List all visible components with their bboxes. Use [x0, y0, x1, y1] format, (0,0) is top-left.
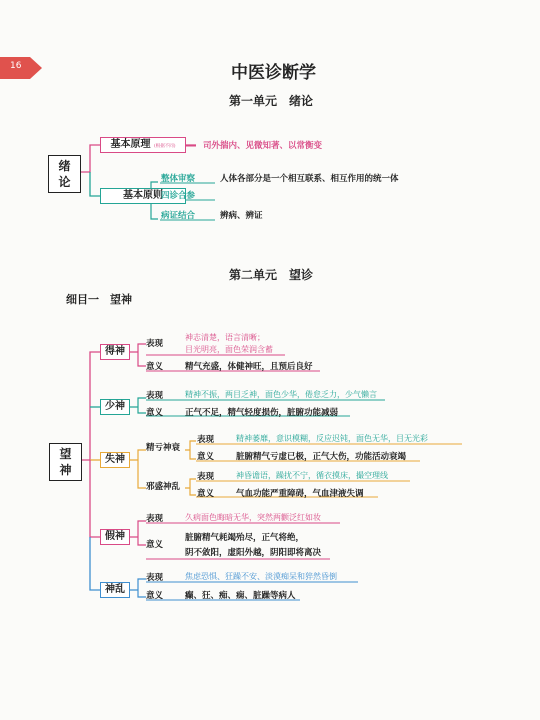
- basic-principle-text: 司外揣内、见微知著、以常衡变: [203, 141, 323, 151]
- shishen-b-biaoxian: 神昏谵语，躁扰不宁，循衣摸床，撮空理线: [236, 471, 388, 480]
- rule-item-1-label: 整体审察: [161, 174, 196, 184]
- node-basic-principle: [100, 137, 186, 153]
- rule-item-1-text: 人体各部分是一个相互联系、相互作用的统一体: [220, 174, 399, 184]
- deshen-biaoxian-1: 神志清楚，语言清晰；: [185, 333, 265, 342]
- page-number: 16: [10, 61, 22, 71]
- node-shishen: [100, 452, 130, 468]
- node-shenluan: [100, 582, 130, 598]
- jiashen-yiyi-label: 意义: [146, 540, 164, 550]
- deshen-biaoxian-label: 表现: [146, 339, 164, 349]
- unit2-root-label: 望神: [59, 447, 72, 477]
- node-deshen: [100, 344, 130, 360]
- shishen-a-biaoxian-label: 表现: [197, 435, 215, 445]
- unit1-root-label: 绪论: [58, 159, 71, 189]
- jiashen-yiyi-2: 阴不敛阳，虚阳外越，阴阳即将离决: [185, 548, 322, 558]
- node-basic-principle-label: 基本原理: [110, 139, 151, 150]
- deshen-biaoxian-2: 目光明亮，面色荣润含蓄: [185, 345, 273, 354]
- shishen-b-biaoxian-label: 表现: [197, 472, 215, 482]
- shishen-b-yiyi-label: 意义: [197, 489, 215, 499]
- node-basic-principle-note: (根据不同): [153, 144, 176, 149]
- shaoshen-biaoxian-label: 表现: [146, 391, 164, 401]
- node-jiashen: [100, 529, 130, 545]
- node-shishen-label: 失神: [105, 454, 125, 465]
- shishen-a-biaoxian: 精神萎靡，意识模糊，反应迟钝，面色无华，目无光彩: [236, 434, 428, 443]
- unit1-heading: 第一单元 绪论: [229, 94, 314, 108]
- deshen-yiyi: 精气充盛，体健神旺，且预后良好: [185, 362, 313, 372]
- node-shaoshen: [100, 399, 130, 415]
- shenluan-biaoxian-label: 表现: [146, 573, 164, 583]
- node-shenluan-label: 神乱: [105, 584, 125, 595]
- shishen-a-yiyi-label: 意义: [197, 452, 215, 462]
- unit1-root-node: [48, 155, 81, 193]
- deshen-yiyi-label: 意义: [146, 362, 164, 372]
- shishen-a-label: 精亏神衰: [146, 443, 181, 453]
- shenluan-biaoxian: 焦虑恐惧、狂躁不安、淡漠痴呆和猝然昏倒: [185, 572, 337, 581]
- shishen-b-yiyi: 气血功能严重障碍，气血津液失调: [236, 489, 364, 499]
- unit2-root-node: [49, 443, 82, 481]
- jiashen-biaoxian: 久病面色晦暗无华，突然两颧泛红如妆: [185, 513, 321, 522]
- shaoshen-biaoxian: 精神不振，两目乏神，面色少华，倦怠乏力，少气懒言: [185, 390, 377, 399]
- shenluan-yiyi: 癫、狂、痴、痫、脏躁等病人: [185, 591, 296, 601]
- shaoshen-yiyi: 正气不足，精气轻度损伤，脏腑功能减弱: [185, 408, 339, 418]
- jiashen-yiyi-1: 脏腑精气耗竭殆尽，正气将绝，: [185, 533, 305, 543]
- shishen-b-label: 邪盛神乱: [146, 482, 181, 492]
- node-jiashen-label: 假神: [105, 531, 125, 542]
- unit2-heading: 第二单元 望诊: [229, 268, 314, 282]
- shaoshen-yiyi-label: 意义: [146, 408, 164, 418]
- node-shaoshen-label: 少神: [105, 401, 125, 412]
- section-heading: 细目一 望神: [66, 293, 132, 306]
- page-title: 中医诊断学: [231, 63, 316, 83]
- node-basic-rule-label: 基本原则: [123, 190, 163, 201]
- node-deshen-label: 得神: [105, 346, 125, 357]
- jiashen-biaoxian-label: 表现: [146, 514, 164, 524]
- rule-item-3-label: 病证结合: [161, 211, 196, 221]
- rule-item-2-label: 四诊合参: [161, 191, 196, 201]
- rule-item-3-text: 辨病、辨证: [220, 211, 263, 221]
- shishen-a-yiyi: 脏腑精气亏虚已极，正气大伤，功能活动衰竭: [236, 452, 407, 462]
- shenluan-yiyi-label: 意义: [146, 591, 164, 601]
